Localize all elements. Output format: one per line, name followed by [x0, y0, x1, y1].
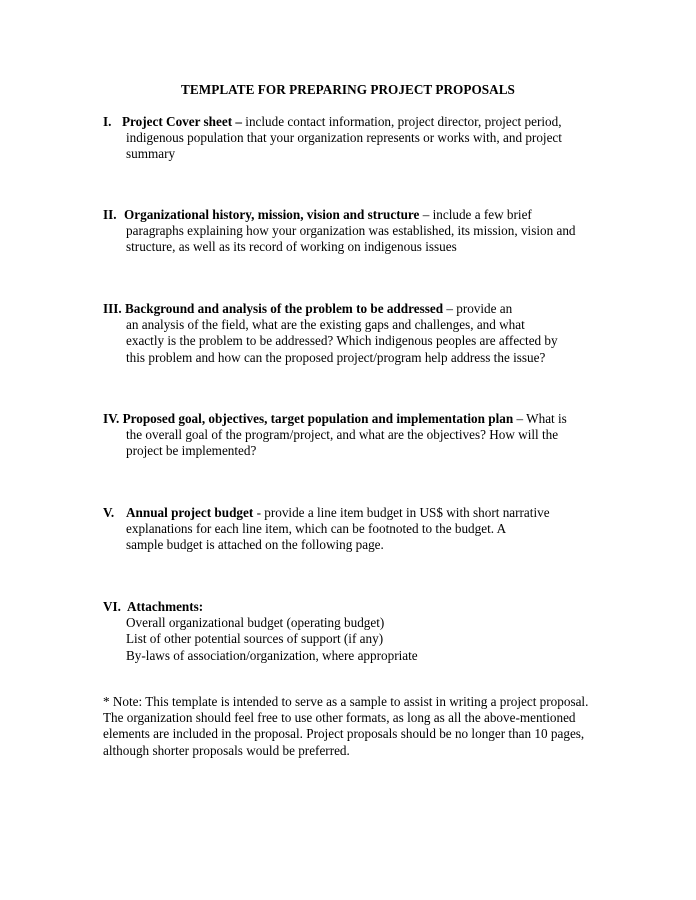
section-text: indigenous population that your organization represents or works with, and project — [126, 130, 562, 146]
section-first-line — [103, 114, 603, 130]
section-text: summary — [126, 146, 176, 162]
section-heading: Background and analysis of the problem to be addressed — [125, 301, 444, 316]
section-text: – What is — [513, 411, 567, 426]
section-attachments — [103, 599, 603, 664]
note-line: elements are included in the proposal. Project proposals should be no longer than 10 pages, — [103, 726, 585, 742]
section-text: include contact information, project director, project period, — [241, 114, 562, 129]
section-text: paragraphs explaining how your organization was established, its mission, vision and — [126, 223, 576, 239]
section-text: – provide an — [443, 301, 513, 316]
note-line: The organization should feel free to use other formats, as long as all the above-mentioned — [103, 710, 576, 726]
section-text: project be implemented? — [126, 443, 257, 459]
section-text: sample budget is attached on the following page. — [126, 537, 384, 553]
section-text: the overall goal of the program/project, and what are the objectives? How will the — [126, 427, 559, 443]
section-number: I. — [103, 114, 112, 129]
section-text: exactly is the problem to be addressed? Which indigenous peoples are affected by — [126, 333, 558, 349]
page-title: TEMPLATE FOR PREPARING PROJECT PROPOSALS — [181, 82, 515, 97]
section-first-line — [103, 411, 603, 427]
section-first-line — [103, 207, 603, 223]
section-heading: Annual project budget — [126, 505, 254, 520]
attachment-item: Overall organizational budget (operating budget) — [126, 615, 385, 631]
section-text: explanations for each line item, which can be footnoted to the budget. A — [126, 521, 507, 537]
section-goal-objectives — [103, 411, 603, 460]
section-organizational-history — [103, 207, 603, 256]
section-number: IV. — [103, 411, 120, 426]
section-number: II. — [103, 207, 117, 222]
section-text: - provide a line item budget in US$ with short narrative — [253, 505, 550, 520]
section-number: VI. — [103, 599, 121, 614]
section-first-line — [103, 599, 603, 615]
section-heading: Attachments: — [127, 599, 204, 614]
section-annual-budget — [103, 505, 603, 554]
section-heading: Project Cover sheet – — [122, 114, 242, 129]
section-first-line — [103, 301, 603, 317]
section-text: an analysis of the field, what are the existing gaps and challenges, and what — [126, 317, 525, 333]
section-number: III. — [103, 301, 122, 316]
section-text: – include a few brief — [419, 207, 532, 222]
section-number: V. — [103, 505, 115, 520]
attachment-item: By-laws of association/organization, where appropriate — [126, 647, 418, 663]
footnote — [103, 694, 623, 759]
section-background-analysis — [103, 301, 603, 366]
section-text: structure, as well as its record of working on indigenous issues — [126, 239, 457, 255]
note-line: although shorter proposals would be preferred. — [103, 742, 350, 758]
attachment-item: List of other potential sources of support (if any) — [126, 631, 384, 647]
section-first-line — [103, 505, 603, 521]
section-heading: Proposed goal, objectives, target population and implementation plan — [122, 411, 514, 426]
note-line: * Note: This template is intended to serve as a sample to assist in writing a project proposal. — [103, 694, 589, 709]
section-cover-sheet — [103, 114, 603, 163]
section-heading: Organizational history, mission, vision and structure — [124, 207, 420, 222]
section-text: this problem and how can the proposed project/program help address the issue? — [126, 349, 546, 365]
